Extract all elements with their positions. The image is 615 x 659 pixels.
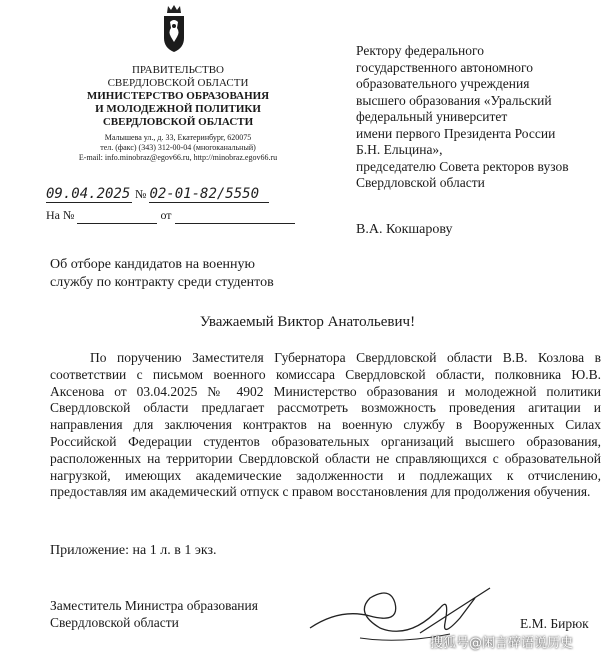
- greeting: Уважаемый Виктор Анатольевич!: [199, 314, 416, 330]
- ministry-line3: СВЕРДЛОВСКОЙ ОБЛАСТИ: [102, 116, 254, 128]
- subject-line2: службу по контракту среди студентов: [50, 275, 274, 290]
- from-label: от: [160, 208, 172, 222]
- letter-subject: [50, 256, 310, 292]
- recipient-line: образовательного учреждения: [356, 76, 530, 91]
- reference-line: [46, 208, 295, 224]
- recipient-line: Ректору федерального: [356, 43, 484, 58]
- recipient-line: высшего образования «Уральский: [356, 92, 552, 108]
- recipient-line: Свердловской области: [356, 175, 485, 190]
- signatory-title-line1: Заместитель Министра образования: [50, 598, 258, 613]
- letterhead: [60, 64, 296, 163]
- watermark: 搜狐号@闲言碎语说历史: [430, 636, 574, 651]
- recipient-line: федеральный университет: [356, 109, 508, 124]
- org-line1: ПРАВИТЕЛЬСТВО: [131, 64, 224, 76]
- recipient-line: государственного автономного: [356, 59, 534, 75]
- recipient-line: председателю Совета ректоров вузов: [356, 158, 569, 174]
- ref-date-blank: [175, 208, 295, 224]
- signatory-title-line2: Свердловской области: [50, 615, 179, 630]
- subject-line1: Об отборе кандидатов на военную: [50, 257, 255, 272]
- recipient-line: имени первого Президента России: [356, 125, 556, 141]
- coat-of-arms-icon: [158, 4, 190, 54]
- ministry-line2: И МОЛОДЕЖНОЙ ПОЛИТИКИ: [95, 103, 261, 115]
- ministry-email: E-mail: info.minobraz@egov66.ru, http://minobraz.egov66.ru: [78, 153, 278, 162]
- registration-date: 09.04.2025: [46, 186, 131, 202]
- ministry-line1: МИНИСТЕРСТВО ОБРАЗОВАНИЯ: [86, 90, 270, 102]
- ministry-address: Малышева ул., д. 33, Екатеринбург, 620075: [104, 133, 252, 142]
- number-label: №: [135, 187, 147, 201]
- recipient-block: [356, 43, 612, 192]
- ref-number-blank: [77, 208, 157, 224]
- ref-label: На №: [46, 208, 75, 222]
- registration-line: [46, 186, 269, 203]
- org-line2: СВЕРДЛОВСКОЙ ОБЛАСТИ: [107, 77, 249, 89]
- body-paragraph: По поручению Заместителя Губернатора Свердловской области В.В. Козлова в соответствии с письмом военного комиссара Свердловской области, полковника Ю.В. Аксенова от 03.04.2025 № 4902 Министерство образования и молодежной политики Свердловской области предлагает рассмотреть возможность проведения агитации и направления для заключения контрактов на военную службу в Вооруженных Силах Российской Федерации студентов образовательных организаций высшего образования, расположенных на территории Свердловской области не справляющихся с образовательной нагрузкой, имеющих академические задолженности и подлежащих к отчислению, предоставляя им академический отпуск с правом восстановления для продолжения обучения.: [50, 350, 601, 500]
- recipient-name: В.А. Кокшарову: [356, 222, 453, 237]
- letter-body: [50, 350, 601, 501]
- registration-number: 02-01-82/5550: [149, 186, 269, 203]
- recipient-line: Б.Н. Ельцина»,: [356, 142, 443, 157]
- attachment-note: Приложение: на 1 л. в 1 экз.: [50, 543, 217, 558]
- ministry-phone: тел. (факс) (343) 312-00-04 (многоканальный): [100, 143, 256, 152]
- signatory-name: Е.М. Бирюк: [520, 616, 589, 631]
- signatory-title: [50, 597, 258, 631]
